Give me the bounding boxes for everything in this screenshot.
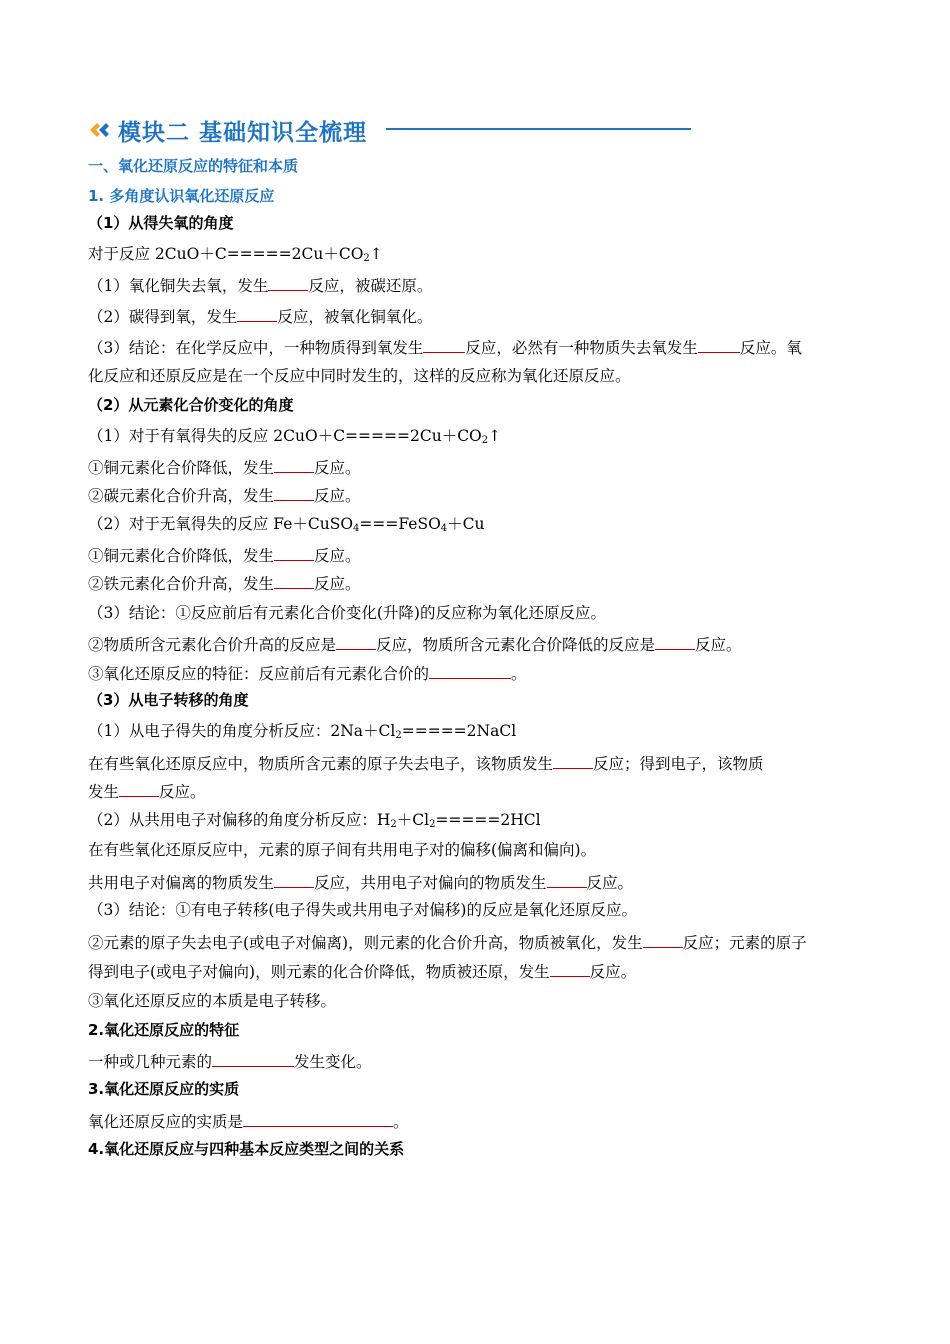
answer-blank[interactable] xyxy=(274,544,314,561)
equation-line: （1）对于有氧得失的反应 $2CuO+C=====2Cu+CO_2↑$ xyxy=(88,427,502,446)
topic-heading: 2.氧化还原反应的特征 xyxy=(88,1021,240,1039)
answer-blank[interactable] xyxy=(243,1110,393,1127)
answer-blank[interactable] xyxy=(274,456,314,473)
equation-line: （1）从电子得失的角度分析反应：$2Na+Cl_2=====2NaCl$ xyxy=(88,722,517,741)
answer-blank[interactable] xyxy=(212,1050,294,1067)
text-line: 氧化还原反应的实质是 。 xyxy=(88,1110,409,1132)
answer-blank[interactable] xyxy=(550,960,590,977)
answer-blank[interactable] xyxy=(547,871,587,888)
answer-blank[interactable] xyxy=(237,305,277,322)
module-header xyxy=(88,112,367,148)
text-line: （3）结论：①反应前后有元素化合价变化(升降)的反应称为氧化还原反应。 xyxy=(88,604,606,622)
topic-heading: 4.氧化还原反应与四种基本反应类型之间的关系 xyxy=(88,1140,405,1158)
answer-blank[interactable] xyxy=(655,633,695,650)
text-line: （3）结论：①有电子转移(电子得失或共用电子对偏移)的反应是氧化还原反应。 xyxy=(88,901,637,919)
text-line: （1）氧化铜失去氧，发生 反应，被碳还原。 xyxy=(88,274,432,296)
text-line: （3）结论：在化学反应中，一种物质得到氧发生 反应，必然有一种物质失去氧发生 反应。氧 xyxy=(88,336,802,358)
text-line: ③氧化还原反应的本质是电子转移。 xyxy=(88,992,337,1010)
answer-blank[interactable] xyxy=(274,572,314,589)
answer-blank[interactable] xyxy=(698,336,740,353)
answer-blank[interactable] xyxy=(336,633,376,650)
text-line: 化反应和还原反应是在一个反应中同时发生的，这样的反应称为氧化还原反应。 xyxy=(88,367,631,385)
text-line: ②物质所含元素化合价升高的反应是 反应，物质所含元素化合价降低的反应是 反应。 xyxy=(88,633,742,655)
text-line: 发生 反应。 xyxy=(88,780,206,802)
answer-blank[interactable] xyxy=(119,780,159,797)
equation-line: （2）从共用电子对偏移的角度分析反应：$H_2+Cl_2=====2HCl$ xyxy=(88,811,541,830)
answer-blank[interactable] xyxy=(274,484,314,501)
answer-blank[interactable] xyxy=(553,752,593,769)
topic-heading: （2）从元素化合价变化的角度 xyxy=(88,396,294,414)
text-line: ②铁元素化合价升高，发生 反应。 xyxy=(88,572,361,594)
double-chevron-icon xyxy=(88,119,114,141)
equation-line: （2）对于无氧得失的反应 Fe＋CuSO$_4$===FeSO$_4$＋Cu xyxy=(88,515,485,534)
topic-heading: 3.氧化还原反应的实质 xyxy=(88,1080,240,1098)
topic-heading: （1）从得失氧的角度 xyxy=(88,214,234,232)
subsection-heading: 1. 多角度认识氧化还原反应 xyxy=(88,187,275,205)
text-line: 在有些氧化还原反应中，物质所含元素的原子失去电子，该物质发生 反应；得到电子，该物质 xyxy=(88,752,764,774)
text-line: 一种或几种元素的 发生变化。 xyxy=(88,1050,372,1072)
module-title-rule xyxy=(386,128,691,130)
text-line: ①铜元素化合价降低，发生 反应。 xyxy=(88,456,361,478)
text-line: ②碳元素化合价升高，发生 反应。 xyxy=(88,484,361,506)
text-line: ②元素的原子失去电子(或电子对偏离)，则元素的化合价升高，物质被氧化，发生 反应；元素的原子 xyxy=(88,931,807,953)
module-title: 模块二 基础知识全梳理 xyxy=(118,119,368,146)
answer-blank[interactable] xyxy=(268,274,308,291)
text-line: （2）碳得到氧，发生 反应，被氧化铜氧化。 xyxy=(88,305,432,327)
answer-blank[interactable] xyxy=(643,931,683,948)
text-line: 在有些氧化还原反应中，元素的原子间有共用电子对的偏移(偏离和偏向)。 xyxy=(88,841,597,859)
answer-blank[interactable] xyxy=(274,871,314,888)
text-line: ③氧化还原反应的特征：反应前后有元素化合价的 。 xyxy=(88,662,527,684)
section-heading: 一、氧化还原反应的特征和本质 xyxy=(88,157,299,175)
answer-blank[interactable] xyxy=(429,662,511,679)
equation-line: 对于反应 $2CuO+C=====2Cu+CO_2↑$ xyxy=(88,245,383,264)
text-line: 共用电子对偏离的物质发生 反应，共用电子对偏向的物质发生 反应。 xyxy=(88,871,633,893)
text-line: 得到电子(或电子对偏向)，则元素的化合价降低，物质被还原，发生 反应。 xyxy=(88,960,636,982)
answer-blank[interactable] xyxy=(423,336,465,353)
topic-heading: （3）从电子转移的角度 xyxy=(88,691,249,709)
text-line: ①铜元素化合价降低，发生 反应。 xyxy=(88,544,361,566)
